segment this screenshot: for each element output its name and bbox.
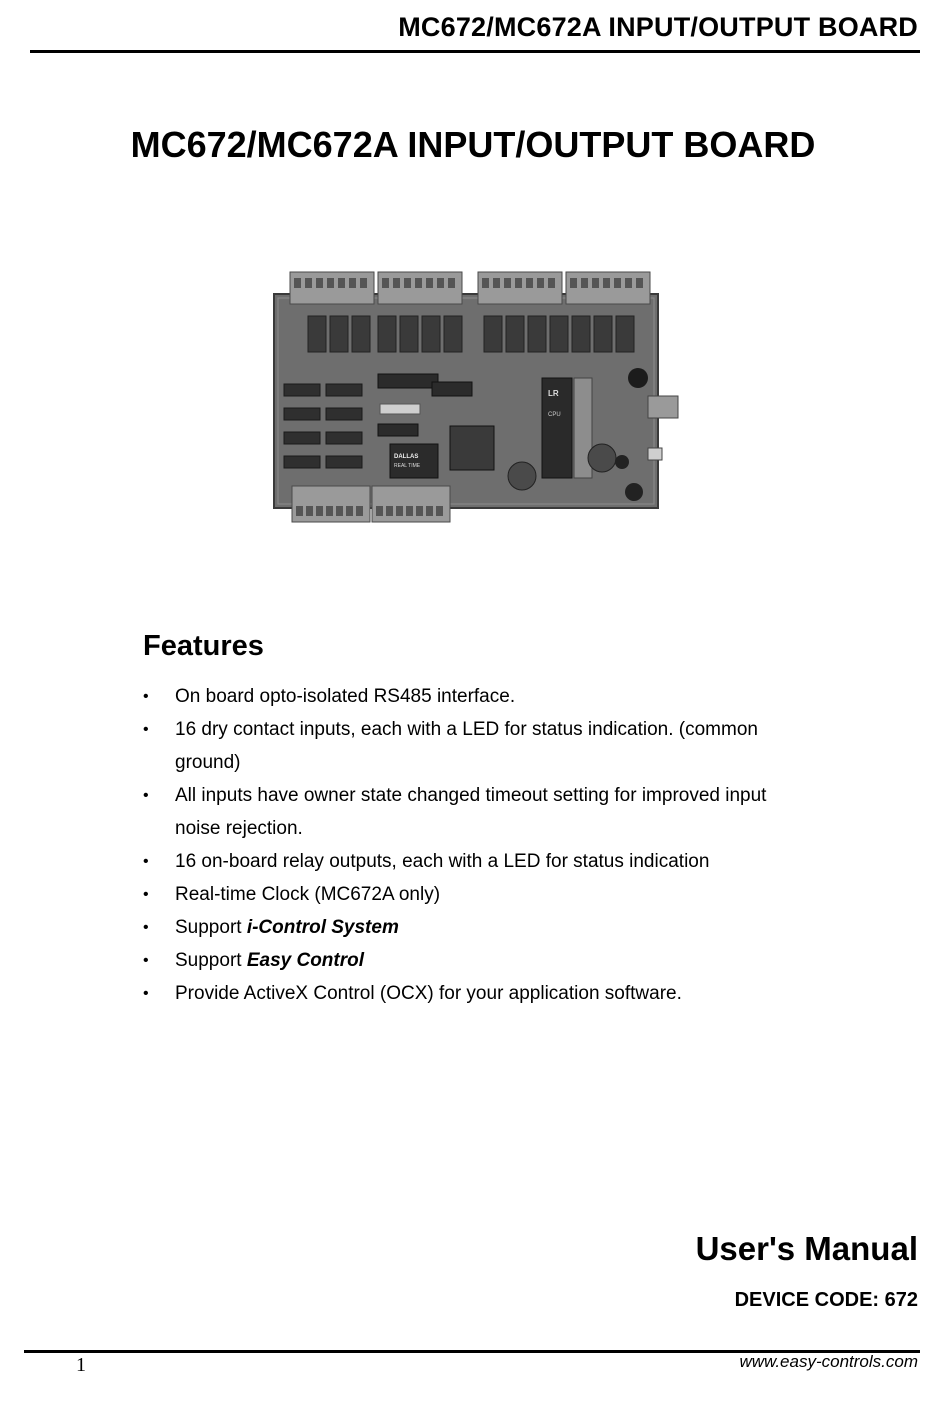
feature-item: [140, 845, 840, 878]
feature-item: [140, 911, 840, 944]
page-number: 1: [76, 1354, 86, 1376]
feature-text-line: All inputs have owner state changed timeout setting for improved input: [175, 785, 767, 806]
feature-item: [140, 977, 840, 1010]
dip-switch: [380, 404, 420, 414]
bullet-icon: •: [143, 985, 149, 1002]
ic-chip: [378, 374, 438, 388]
feature-item: [140, 944, 840, 977]
site-url[interactable]: www.easy-controls.com: [739, 1352, 918, 1371]
bullet-icon: •: [143, 721, 149, 738]
ic-chip: [378, 424, 418, 436]
running-header: [30, 10, 920, 53]
bullet-icon: •: [143, 787, 149, 804]
feature-text-line: 16 dry contact inputs, each with a LED for status indication. (common: [175, 719, 758, 740]
features-heading: Features: [143, 630, 264, 662]
bullet-icon: •: [143, 919, 149, 936]
bullet-icon: •: [143, 952, 149, 969]
feature-item: [140, 878, 840, 911]
feature-prefix: Support: [175, 950, 247, 971]
feature-prefix: Support: [175, 917, 247, 938]
dallas-rtc-chip: [390, 444, 438, 478]
document-title: MC672/MC672A INPUT/OUTPUT BOARD: [130, 124, 816, 165]
feature-item: [140, 680, 840, 713]
manual-title: User's Manual: [695, 1230, 918, 1267]
board-photo: [272, 266, 684, 528]
feature-emphasis: i-Control System: [246, 917, 399, 938]
plcc-chip: [450, 426, 494, 470]
buzzer: [628, 368, 648, 388]
bullet-icon: •: [143, 688, 149, 705]
bullet-icon: •: [143, 886, 149, 903]
feature-text: Real-time Clock (MC672A only): [175, 884, 441, 905]
bullet-icon: •: [143, 853, 149, 870]
feature-text: 16 on-board relay outputs, each with a LED for status indication: [175, 851, 710, 872]
feature-item: [140, 779, 840, 845]
device-code: DEVICE CODE: 672: [734, 1289, 918, 1311]
feature-text-line: noise rejection.: [175, 818, 303, 839]
cpu-label: CPU: [548, 412, 561, 418]
rs485-connector: [648, 396, 678, 418]
ic-chip: [432, 382, 472, 396]
chip-label-rtc: REAL TIME: [394, 463, 421, 469]
running-header-title: MC672/MC672A INPUT/OUTPUT BOARD: [398, 12, 918, 42]
chip-label-dallas: DALLAS: [394, 454, 419, 460]
feature-list: [140, 680, 840, 1010]
feature-item: [140, 713, 840, 779]
feature-emphasis: Easy Control: [246, 950, 365, 971]
cpu-brand-label: LR: [548, 389, 559, 398]
feature-text: Provide ActiveX Control (OCX) for your application software.: [175, 983, 682, 1004]
power-jack: [648, 448, 662, 460]
feature-text: On board opto-isolated RS485 interface.: [175, 686, 516, 707]
feature-text-line: ground): [175, 752, 241, 773]
